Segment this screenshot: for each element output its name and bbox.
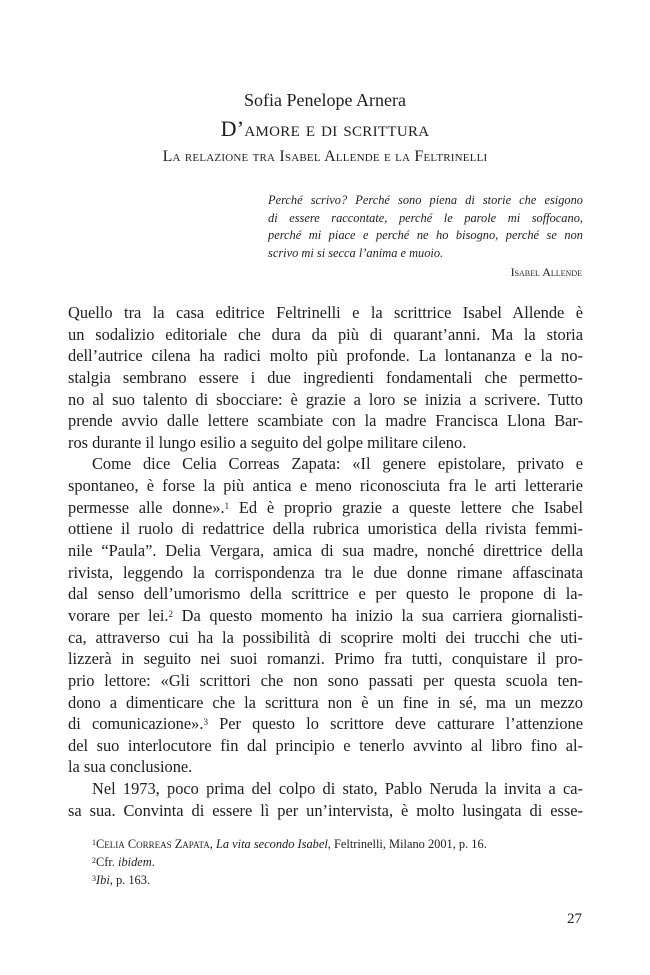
footnote-ref: Ibi	[96, 873, 110, 887]
text-line: Quello tra la casa editrice Feltrinelli e la scrittrice Isabel Allende è	[68, 303, 583, 322]
footnote-number: 1	[92, 838, 96, 847]
footnote-2	[92, 853, 572, 871]
footnote-text: , p. 163.	[109, 873, 151, 887]
footnote-ref: ibidem	[118, 855, 152, 869]
epigraph-line: Perché scrivo? Perché sono piena di storie che esigono	[268, 193, 583, 207]
text-line: Nel 1973, poco prima del colpo di stato, Pablo Neruda la invita a ca-	[92, 779, 583, 799]
footnote-text: Cfr.	[96, 855, 119, 869]
footnote-marker[interactable]: 2	[168, 608, 174, 619]
text-segment: Per questo lo scrittore deve catturare l’attenzione	[207, 714, 583, 734]
text-segment: permesse alle donne».	[68, 497, 225, 517]
footnote-number: 2	[92, 856, 96, 865]
text-line: Come dice Celia Correas Zapata: «Il genere epistolare, privato e	[92, 454, 583, 474]
text-line: dono a dimenticare che la scrittura non è un fine in sé, ma un mezzo	[68, 692, 583, 712]
body-text	[68, 302, 583, 821]
text-line: prio lettore: «Gli scrittori che non sono passati per questa scuola ten-	[68, 670, 583, 690]
text-line: la sua conclusione.	[68, 757, 193, 777]
text-line: dal senso dell’umorismo della scrittrice e per questo le propone di la-	[68, 584, 583, 604]
footnote-number: 3	[92, 874, 96, 883]
epigraph-line: scrivo mi si secca l’anima e muoio.	[268, 245, 444, 260]
text-line	[68, 605, 583, 627]
footnote-1: $^1$Celia Correas Zapata, La vita secondo Isabel, Feltrinelli, Milano 2001, p. 16.	[92, 837, 487, 851]
text-line: un sodalizio editoriale che dura da più di quarant’anni. Ma la storia	[68, 324, 583, 344]
text-line: ca, attraverso cui ha la possibilità di scoprire molti dei trucchi che uti-	[68, 627, 583, 647]
text-line: no al suo talento di sbocciare: è grazie a loro se inizia a scrivere. Tutto	[68, 389, 583, 409]
epigraph-quote	[268, 192, 583, 262]
text-line: spontaneo, è forse la più antica e meno riconosciuta fra le arti letterarie	[68, 476, 583, 496]
text-line	[68, 713, 583, 735]
footnote-marker[interactable]: 3	[203, 717, 208, 728]
footnote-title: La vita secondo Isabel	[215, 837, 328, 851]
epigraph-line: perché mi piace e perché ne ho bisogno, perché se non	[268, 228, 583, 243]
footnote-text: .	[151, 855, 155, 869]
footnote-marker[interactable]: 1	[224, 500, 230, 511]
text-segment: Da questo momento ha inizio la sua carriera giornalisti-	[173, 605, 583, 625]
footnote-3	[92, 871, 572, 889]
text-segment: vorare per lei.	[68, 605, 169, 625]
text-line: stalgia sembrano essere i due ingredienti fondamentali che permetto-	[68, 367, 583, 387]
chapter-subtitle: La relazione tra Isabel Allende e la Feltrinelli	[162, 148, 488, 165]
text-segment: di comunicazione».	[68, 714, 204, 734]
footnotes	[92, 835, 572, 889]
text-line: dell’autrice cilena ha radici molto più profonde. La lontananza e la no-	[68, 346, 583, 366]
text-line: del suo interlocutore fin dal principio e tenerlo avvinto al libro fino al-	[68, 735, 583, 755]
text-segment: Ed è proprio grazie a queste lettere che Isabel	[229, 497, 584, 517]
text-line: ottiene il ruolo di redattrice della rubrica umoristica della rivista femmi-	[68, 519, 583, 539]
text-line: sa sua. Convinta di essere lì per un’intervista, è molto lusingata di esse-	[68, 800, 583, 820]
text-line: prende avvio dalle lettere scambiate con la madre Francisca Llona Bar-	[68, 411, 583, 431]
page-number: 27	[567, 911, 582, 927]
epigraph-attribution: Isabel Allende	[510, 265, 582, 279]
footnote-text: , Feltrinelli, Milano 2001, p. 16.	[327, 837, 487, 851]
text-line: nile “Paula”. Delia Vergara, amica di sua madre, nonché direttrice della	[68, 541, 583, 561]
text-line: ros durante il lungo esilio a seguito del golpe militare cileno.	[68, 432, 467, 452]
chapter-title: D’amore e di scrittura	[220, 116, 430, 141]
text-line: lizzerà in seguito nei suoi romanzi. Primo fra tutti, conquistare il pro-	[68, 649, 583, 669]
epigraph-line: di essere raccontate, perché le parole mi soffocano,	[268, 210, 583, 225]
chapter-author: Sofia Penelope Arnera	[244, 90, 406, 110]
text-line: rivista, leggendo la corrispondenza tra le due donne rimane affascinata	[68, 562, 583, 582]
footnote-author: Celia Correas Zapata	[96, 837, 210, 851]
text-line	[68, 497, 583, 519]
